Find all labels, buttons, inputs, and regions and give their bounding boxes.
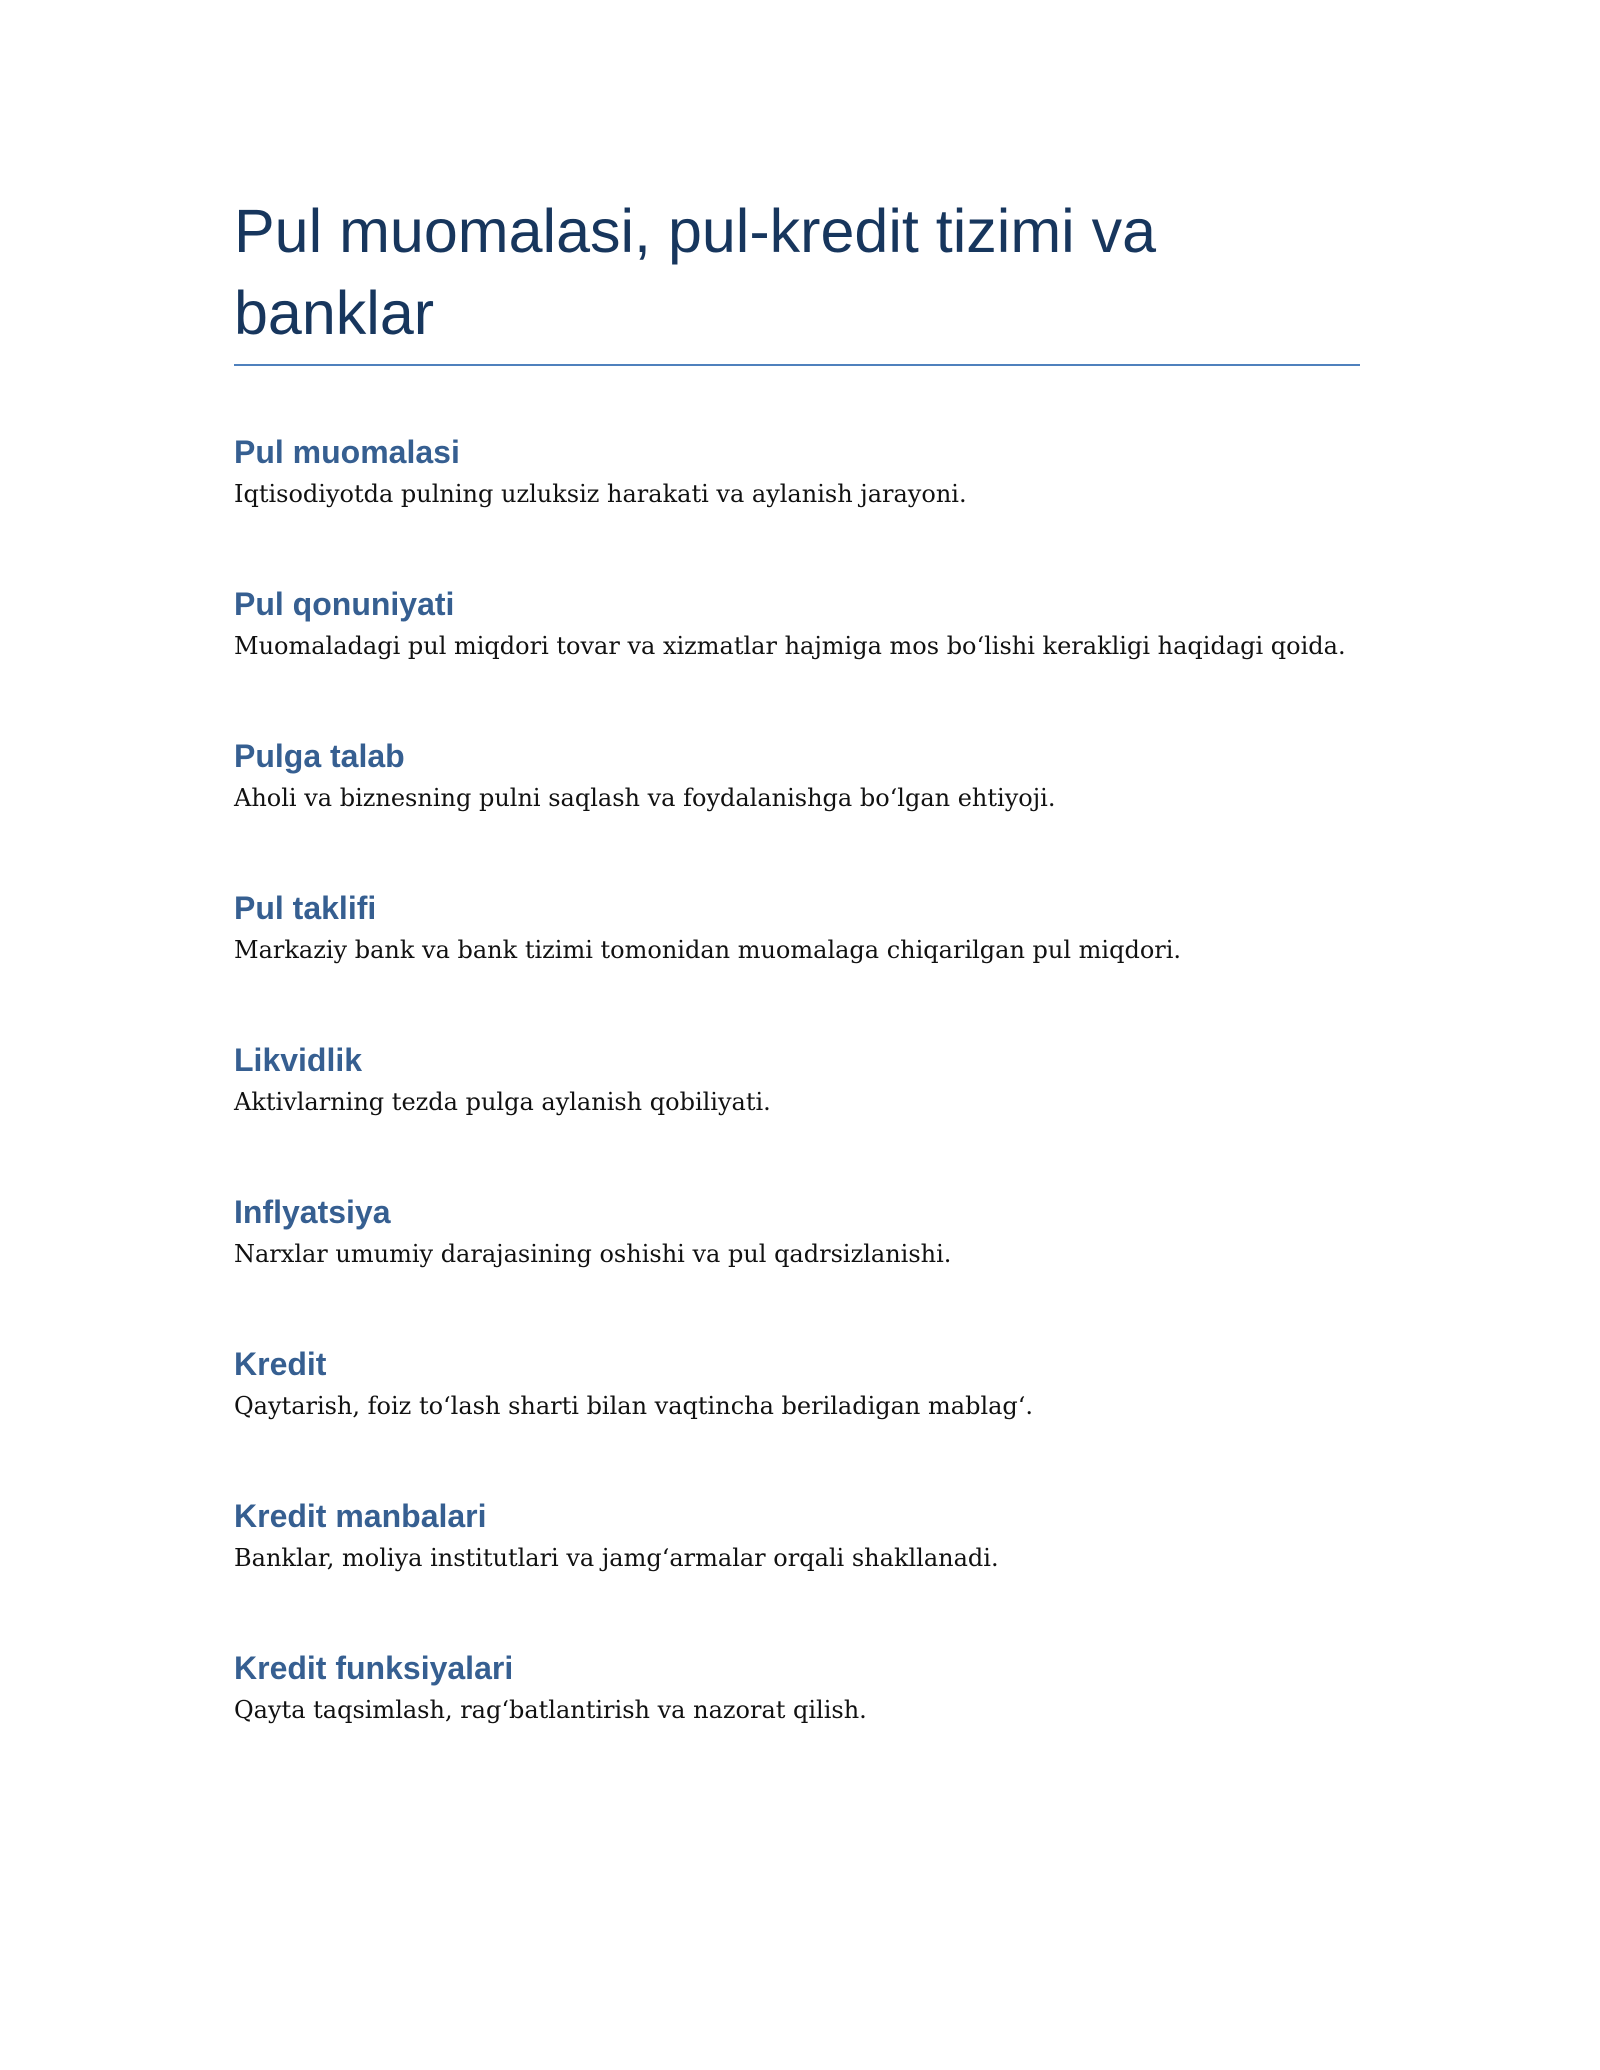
entry-description: Banklar, moliya institutlari va jamg‘armalar orqali shakllanadi. (234, 1544, 999, 1572)
entry-description: Qayta taqsimlash, rag‘batlantirish va nazorat qilish. (234, 1696, 867, 1724)
definition-entry (234, 1040, 1360, 1192)
definition-entry (234, 888, 1360, 1040)
entry-description: Aholi va biznesning pulni saqlash va foydalanishga bo‘lgan ehtiyoji. (234, 784, 1056, 812)
title-underline-divider (234, 364, 1360, 366)
definition-list (234, 432, 1360, 1800)
entry-description: Aktivlarning tezda pulga aylanish qobiliyati. (234, 1088, 771, 1116)
entry-heading: Pul muomalasi (234, 434, 460, 470)
entry-heading: Inflyatsiya (234, 1194, 391, 1230)
entry-heading: Kredit manbalari (234, 1498, 487, 1534)
entry-heading: Pul taklifi (234, 890, 377, 926)
entry-description: Narxlar umumiy darajasining oshishi va pul qadrsizlanishi. (234, 1240, 952, 1268)
document-title: Pul muomalasi, pul-kredit tizimi va banklar (234, 197, 1157, 347)
document-content (234, 190, 1360, 1800)
entry-heading: Likvidlik (234, 1042, 363, 1078)
entry-description: Muomaladagi pul miqdori tovar va xizmatlar hajmiga mos bo‘lishi kerakligi haqidagi qoida. (234, 632, 1346, 660)
entry-heading: Pul qonuniyati (234, 586, 455, 622)
definition-entry (234, 736, 1360, 888)
definition-entry (234, 432, 1360, 584)
definition-entry (234, 1344, 1360, 1496)
entry-description: Markaziy bank va bank tizimi tomonidan muomalaga chiqarilgan pul miqdori. (234, 936, 1182, 964)
entry-description: Iqtisodiyotda pulning uzluksiz harakati va aylanish jarayoni. (234, 480, 967, 508)
definition-entry (234, 1192, 1360, 1344)
entry-heading: Pulga talab (234, 738, 405, 774)
entry-heading: Kredit funksiyalari (234, 1650, 514, 1686)
entry-description: Qaytarish, foiz to‘lash sharti bilan vaqtincha beriladigan mablag‘. (234, 1392, 1034, 1420)
definition-entry (234, 584, 1360, 736)
definition-entry (234, 1648, 1360, 1800)
entry-heading: Kredit (234, 1346, 327, 1382)
definition-entry (234, 1496, 1360, 1648)
